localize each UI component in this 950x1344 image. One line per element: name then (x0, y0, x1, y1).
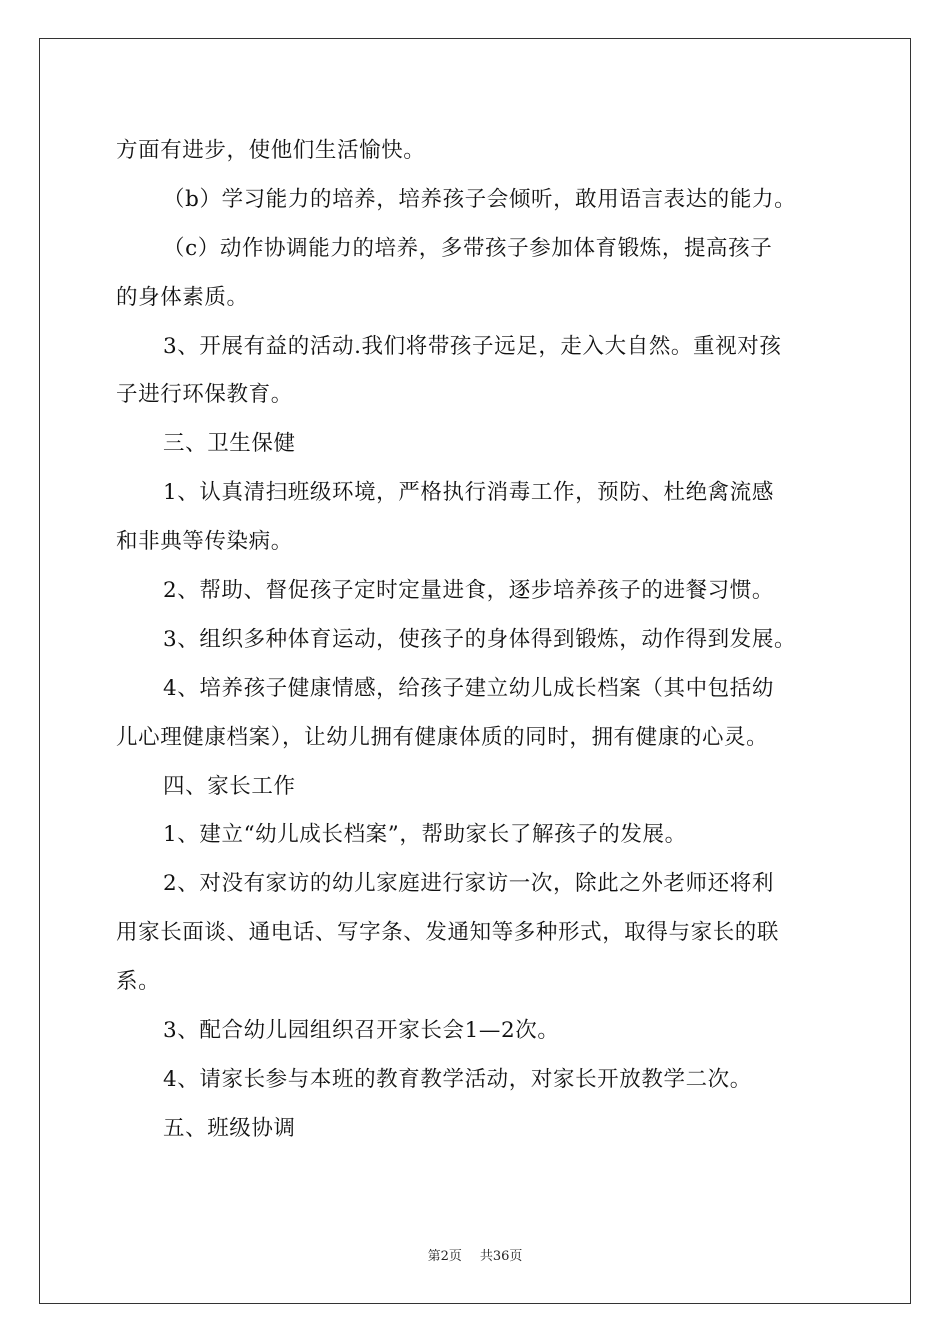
text-line: 2、帮助、督促孩子定时定量进食，逐步培养孩子的进餐习惯。 (163, 578, 774, 604)
text-line: 儿心理健康档案），让幼儿拥有健康体质的同时，拥有健康的心灵。 (116, 724, 769, 750)
text-line: 方面有进步，使他们生活愉快。 (116, 138, 426, 163)
text-line: 子进行环保教育。 (116, 382, 293, 408)
page-footer (0, 1248, 950, 1266)
text-line: 3、开展有益的活动.我们将带孩子远足，走入大自然。重视对孩 (163, 333, 782, 359)
page-number: 第2页 (427, 1249, 462, 1264)
text-line: （b）学习能力的培养，培养孩子会倾听，敢用语言表达的能力。 (163, 186, 797, 212)
section-heading: 五、班级协调 (163, 1115, 296, 1141)
text-line: 3、组织多种体育运动，使孩子的身体得到锻炼，动作得到发展。 (163, 626, 797, 652)
document-body (116, 127, 838, 1154)
text-line: 和非典等传染病。 (116, 529, 293, 555)
text-line: 用家长面谈、通电话、写字条、发通知等多种形式，取得与家长的联 (116, 920, 780, 946)
text-line: 2、对没有家访的幼儿家庭进行家访一次，除此之外老师还将利 (163, 871, 774, 897)
text-line: 的身体素质。 (116, 284, 249, 310)
text-line: 4、培养孩子健康情感，给孩子建立幼儿成长档案（其中包括幼 (163, 675, 774, 701)
page-total: 共36页 (479, 1249, 523, 1264)
text-line: （c）动作协调能力的培养，多带孩子参加体育锻炼，提高孩子 (163, 235, 773, 261)
section-heading: 三、卫生保健 (163, 431, 296, 457)
text-line: 1、建立“幼儿成长档案”，帮助家长了解孩子的发展。 (163, 822, 687, 848)
text-line: 1、认真清扫班级环境，严格执行消毒工作，预防、杜绝禽流感 (163, 480, 774, 506)
text-line: 4、请家长参与本班的教育教学活动，对家长开放教学二次。 (163, 1066, 752, 1092)
text-line: 3、配合幼儿园组织召开家长会1—2次。 (163, 1018, 560, 1044)
section-heading: 四、家长工作 (163, 773, 296, 799)
text-line: 系。 (116, 969, 161, 995)
